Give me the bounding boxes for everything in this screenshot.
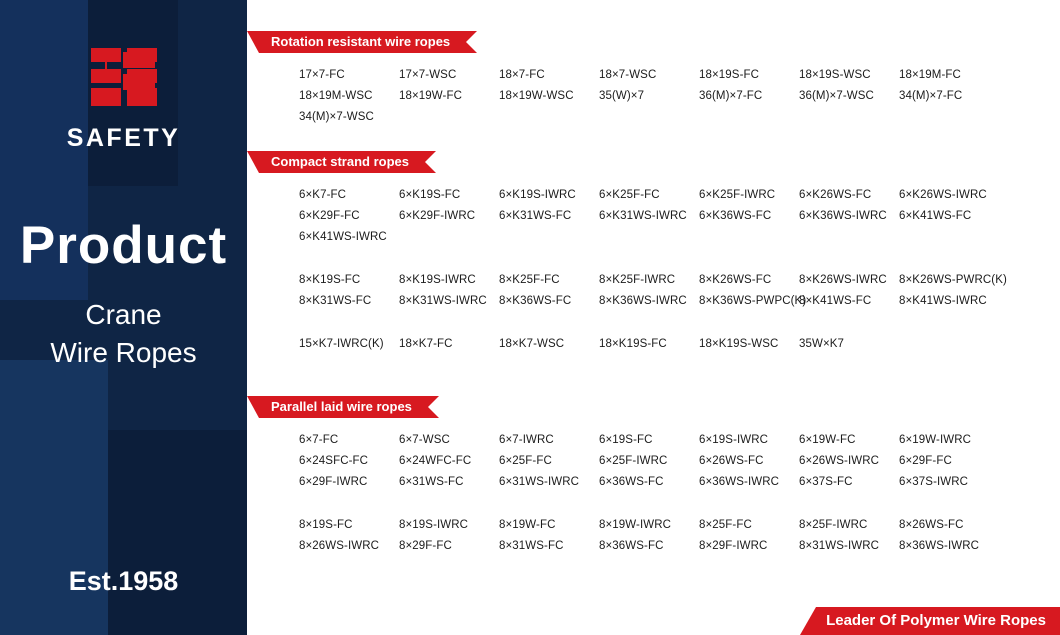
safety-logo-icon — [91, 48, 157, 108]
product-code: 8×K36WS-FC — [499, 295, 572, 307]
product-code: 8×K36WS-PWPC(K) — [699, 295, 807, 307]
product-code: 18×K19S-FC — [599, 338, 667, 350]
product-code: 6×19S-FC — [599, 434, 653, 446]
product-code: 8×K31WS-IWRC — [399, 295, 487, 307]
product-code: 17×7-WSC — [399, 69, 457, 81]
product-code: 18×19S-WSC — [799, 69, 871, 81]
product-code: 6×K29F-FC — [299, 210, 360, 222]
product-code: 6×K26WS-FC — [799, 189, 872, 201]
product-code: 8×K26WS-IWRC — [799, 274, 887, 286]
product-code: 6×25F-IWRC — [599, 455, 668, 467]
brand-name: SAFETY — [66, 124, 181, 152]
product-code: 8×29F-FC — [399, 540, 452, 552]
product-code: 6×37S-FC — [799, 476, 853, 488]
product-code: 8×31WS-IWRC — [799, 540, 880, 552]
product-code: 8×K25F-IWRC — [599, 274, 676, 286]
product-code: 18×7-FC — [499, 69, 545, 81]
product-code: 8×K26WS-PWRC(K) — [899, 274, 1007, 286]
product-code: 8×29F-IWRC — [699, 540, 768, 552]
product-code: 6×7-WSC — [399, 434, 450, 446]
established-label: Est.1958 — [68, 566, 179, 596]
product-code: 8×19S-FC — [299, 519, 353, 531]
product-grid — [247, 185, 1060, 248]
footer-tagline: Leader Of Polymer Wire Ropes — [816, 607, 1060, 635]
product-code: 18×19W-FC — [399, 90, 463, 102]
product-code: 8×36WS-IWRC — [899, 540, 980, 552]
product-code: 6×K19S-IWRC — [499, 189, 576, 201]
product-grid — [247, 270, 1060, 312]
product-code: 8×K19S-IWRC — [399, 274, 476, 286]
product-grid — [247, 334, 1060, 355]
product-code: 8×36WS-FC — [599, 540, 664, 552]
product-code: 6×36WS-FC — [599, 476, 664, 488]
section-heading-ribbon: Compact strand ropes — [259, 151, 425, 173]
product-code: 6×29F-IWRC — [299, 476, 368, 488]
product-code: 6×19W-IWRC — [899, 434, 972, 446]
product-code: 6×K29F-IWRC — [399, 210, 476, 222]
product-code: 35W×K7 — [799, 338, 845, 350]
product-code: 18×19M-WSC — [299, 90, 373, 102]
product-code: 6×K19S-FC — [399, 189, 461, 201]
product-listing — [247, 0, 1060, 635]
product-code: 6×24WFC-FC — [399, 455, 472, 467]
subtitle-line-1: Crane — [85, 299, 162, 330]
product-code: 6×36WS-IWRC — [699, 476, 780, 488]
product-code: 6×K41WS-IWRC — [299, 231, 387, 243]
product-code: 6×31WS-FC — [399, 476, 464, 488]
product-code: 6×K36WS-IWRC — [799, 210, 887, 222]
product-code: 8×K41WS-IWRC — [899, 295, 987, 307]
product-grid — [247, 430, 1060, 493]
product-code: 8×26WS-IWRC — [299, 540, 380, 552]
product-code: 8×19S-IWRC — [399, 519, 469, 531]
product-code: 8×K25F-FC — [499, 274, 560, 286]
product-code: 8×31WS-FC — [499, 540, 564, 552]
product-code: 8×26WS-FC — [899, 519, 964, 531]
product-code: 6×7-FC — [299, 434, 339, 446]
section-compact-strand — [247, 151, 1060, 355]
group-spacer — [247, 312, 1060, 328]
product-code: 6×K25F-FC — [599, 189, 660, 201]
section-rotation-resistant — [247, 31, 1060, 128]
product-code: 18×19S-FC — [699, 69, 760, 81]
product-code: 6×K31WS-FC — [499, 210, 572, 222]
product-code: 8×25F-FC — [699, 519, 752, 531]
product-code: 35(W)×7 — [599, 90, 645, 102]
left-brand-panel — [0, 0, 247, 635]
product-code: 34(M)×7-WSC — [299, 111, 374, 123]
product-code: 8×K19S-FC — [299, 274, 361, 286]
product-code: 15×K7-IWRC(K) — [299, 338, 384, 350]
group-spacer — [247, 493, 1060, 509]
group-spacer — [247, 248, 1060, 264]
subtitle-line-2: Wire Ropes — [50, 336, 197, 368]
product-code: 6×K31WS-IWRC — [599, 210, 687, 222]
product-code: 6×K41WS-FC — [899, 210, 972, 222]
product-code: 6×K26WS-IWRC — [899, 189, 987, 201]
section-parallel-laid — [247, 396, 1060, 557]
product-code: 34(M)×7-FC — [899, 90, 963, 102]
product-code: 8×K26WS-FC — [699, 274, 772, 286]
product-code: 6×26WS-IWRC — [799, 455, 880, 467]
product-code: 36(M)×7-FC — [699, 90, 763, 102]
product-code: 6×26WS-FC — [699, 455, 764, 467]
product-code: 6×K25F-IWRC — [699, 189, 776, 201]
product-code: 8×K31WS-FC — [299, 295, 372, 307]
product-code: 18×19M-FC — [899, 69, 961, 81]
product-code: 6×19S-IWRC — [699, 434, 769, 446]
product-code: 6×K7-FC — [299, 189, 347, 201]
product-code: 6×19W-FC — [799, 434, 856, 446]
product-code: 6×29F-FC — [899, 455, 952, 467]
product-code: 17×7-FC — [299, 69, 345, 81]
product-code: 6×25F-FC — [499, 455, 552, 467]
section-heading-ribbon: Rotation resistant wire ropes — [259, 31, 466, 53]
product-code: 6×31WS-IWRC — [499, 476, 580, 488]
product-code: 36(M)×7-WSC — [799, 90, 874, 102]
product-grid — [247, 65, 1060, 128]
product-code: 8×K36WS-IWRC — [599, 295, 687, 307]
product-code: 18×K7-FC — [399, 338, 453, 350]
product-code: 6×7-IWRC — [499, 434, 554, 446]
product-code: 8×K41WS-FC — [799, 295, 872, 307]
product-code: 6×24SFC-FC — [299, 455, 369, 467]
page-title: Product — [19, 216, 228, 275]
section-heading-ribbon: Parallel laid wire ropes — [259, 396, 428, 418]
product-code: 8×25F-IWRC — [799, 519, 868, 531]
product-code: 8×19W-FC — [499, 519, 556, 531]
product-code: 18×7-WSC — [599, 69, 657, 81]
product-code: 18×19W-WSC — [499, 90, 574, 102]
product-grid — [247, 515, 1060, 557]
product-code: 6×37S-IWRC — [899, 476, 969, 488]
page-subtitle — [50, 296, 196, 372]
product-code: 18×K7-WSC — [499, 338, 565, 350]
product-code: 6×K36WS-FC — [699, 210, 772, 222]
product-code: 8×19W-IWRC — [599, 519, 672, 531]
product-code: 18×K19S-WSC — [699, 338, 779, 350]
